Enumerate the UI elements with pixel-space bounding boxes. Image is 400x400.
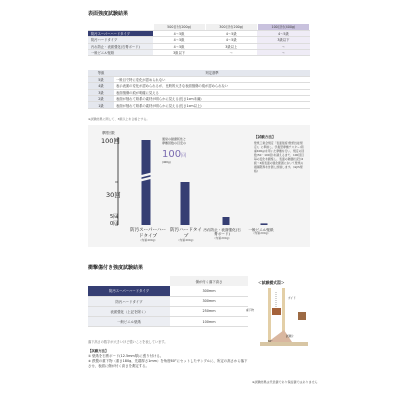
cell: 4〜5級	[153, 37, 205, 43]
annotation-value-wrap	[162, 148, 196, 161]
chart-ylabel: 摩擦回数	[102, 131, 115, 135]
section-title-surface-strength: 表面強度試験結果	[88, 11, 129, 17]
impact-row-value: 100mm	[170, 317, 248, 327]
criteria: 表面損傷の痕が明確に見える	[114, 89, 310, 95]
diagram-label: ガイド	[288, 297, 296, 300]
annotation-box	[162, 138, 196, 172]
cell: 4〜5級	[153, 30, 205, 36]
test-method-text: 壁紙工業会規定「表面強度(壁紙性能規定)」に準拠し、学振型摩擦テスター(荷重400g)を用いた摩擦を行い、規定の回数(50・100回)を越えるまで、100回目毎の変化を観察し、表面の破損状況が2級〜4級表面の強化範囲において壁紙の損傷限界を計測し評価します。(※JIS規格)	[254, 141, 305, 174]
xtick-label	[244, 228, 278, 236]
xtick-sub: (布重400g)	[140, 238, 156, 243]
xtick-label	[128, 228, 168, 243]
impact-col-header: 傷が付く落下高さ	[170, 276, 248, 286]
xtick-sub: (布重400g)	[178, 238, 194, 243]
grade: 5級	[88, 76, 114, 82]
cell: 〜	[205, 50, 257, 56]
impact-row-value: 250mm	[170, 306, 248, 316]
corner-cell	[88, 276, 170, 286]
xtick-sub: (布重200g)	[214, 235, 230, 240]
ytick-text: 0回	[110, 221, 119, 227]
section-title-impact: 衝撃傷付き強度試験結果	[88, 265, 144, 271]
annotation-line2: 摩擦回数の目安の	[162, 140, 187, 145]
ytick-label	[101, 136, 120, 145]
diagram-label: 試験片	[286, 335, 294, 338]
cell: 〜	[257, 43, 309, 49]
grade: 4級	[88, 83, 114, 89]
bar	[181, 182, 190, 225]
grade-header: 等級	[88, 70, 114, 76]
grade: 1級	[88, 102, 114, 108]
xtick-text: 防汚スーパーハードタイプ	[129, 228, 167, 239]
row-head: 防汚ハードタイプ	[88, 37, 153, 43]
diagram-title: ＜試験模式図＞	[258, 280, 285, 285]
surface-strength-table	[88, 24, 310, 56]
ytick-text: 5回	[110, 214, 119, 220]
annotation-value: 100	[162, 148, 182, 160]
grade: 3級	[88, 89, 114, 95]
row-head: 防汚スーパーハードタイプ	[88, 30, 153, 36]
cell: 3級以下	[153, 50, 205, 56]
row-head: 一般ビニル壁紙	[88, 50, 153, 56]
diagram-side-sample	[298, 312, 306, 320]
impact-row-name: 一般ビニル壁紙	[88, 317, 170, 327]
criteria: 一般目で特に変化が認められない	[114, 76, 310, 82]
cell: 4〜5級	[153, 43, 205, 49]
criteria: 表示表面の変化が認められるが、比較的大きな表面損傷の痕が認められない	[114, 83, 310, 89]
bar	[142, 140, 151, 225]
ytick-text: 100回	[101, 137, 120, 145]
footnote: ※試験結果は代表値であり保証値ではありません	[252, 380, 318, 384]
diagram-label: 重下物	[246, 309, 254, 312]
grade: 2級	[88, 96, 114, 102]
xtick-label	[168, 228, 204, 243]
impact-row-value: 300mm	[170, 296, 248, 306]
test-method-block	[254, 135, 306, 173]
cell: 〜	[257, 50, 309, 56]
xtick-sub: (布重200g)	[253, 231, 269, 236]
cell: 4〜5級	[205, 30, 257, 36]
cell: 3級以上	[205, 43, 257, 49]
impact-method-title: 【試験方法】	[88, 349, 109, 353]
test-method-title: 【試験方法】	[254, 135, 276, 139]
impact-row-name: 表面強化（上記を除く）	[88, 306, 170, 316]
bar	[223, 217, 230, 225]
ytick-label	[110, 220, 118, 227]
row-head: 汚れ防止・表面強化(石膏ボード)	[88, 43, 153, 49]
col-header: 100目付(400g)	[257, 24, 309, 30]
criteria: 表面が削れて紙系の素材が明らかに見える(長さ1cm未満)	[114, 96, 310, 102]
grade-note: ※試験結果に関して、3級以上を合格とする。	[88, 117, 150, 121]
impact-method-line: ① 壁紙を石膏ボード(12.5mm厚)に張り付ける。	[88, 354, 164, 359]
annotation-unit: 回	[181, 152, 187, 159]
xtick-text: 防汚ハードタイプ	[169, 228, 203, 239]
cell: 4〜5級	[257, 30, 309, 36]
impact-row-name: 防汚ハードタイプ	[88, 296, 170, 306]
impact-note: 落下高さの数字が大きいほど強いことを表しています。	[88, 340, 168, 344]
xtick-text: 汚れ防止・表面強化(石膏ボード)	[203, 228, 241, 237]
diagram-pole-left	[268, 288, 271, 342]
cell: 3級以下	[257, 37, 309, 43]
diagram-weight	[272, 308, 281, 315]
annotation-extra: (400g)	[162, 160, 171, 164]
annotation-line1: 通常の耐磨耗性と	[162, 137, 187, 141]
ytick-label	[110, 213, 118, 220]
col-header: 300目付(200g)	[205, 24, 257, 30]
impact-table	[88, 276, 248, 327]
xtick-label	[202, 228, 242, 240]
criteria: 表面が削れて紙系の素材が明らかに見える(長さ1cm以上)	[114, 102, 310, 108]
ytick-text: 30回	[106, 191, 121, 199]
impact-row-value: 300mm	[170, 286, 248, 296]
impact-method-line: ② 鉄製の重下物（重さ180g、先端厚さ1mm）を角度60°にセットしたサンプルに、所定の高さから落下させ、表面に傷が付く高さを測定する。	[88, 359, 248, 369]
diagram-label: 60°	[268, 340, 273, 343]
col-header: 500目付(200g)	[153, 24, 205, 30]
impact-test-diagram	[256, 286, 312, 350]
xtick-text: 一般ビニル壁紙	[248, 228, 274, 232]
bar	[261, 223, 268, 225]
grade-criteria-table	[88, 70, 310, 109]
ytick-label	[106, 190, 121, 199]
criteria-header: 判定基準	[114, 70, 310, 76]
impact-row-name: 防汚スーパーハードタイプ	[88, 286, 170, 296]
cell: 4〜5級	[205, 37, 257, 43]
impact-method	[88, 349, 248, 369]
